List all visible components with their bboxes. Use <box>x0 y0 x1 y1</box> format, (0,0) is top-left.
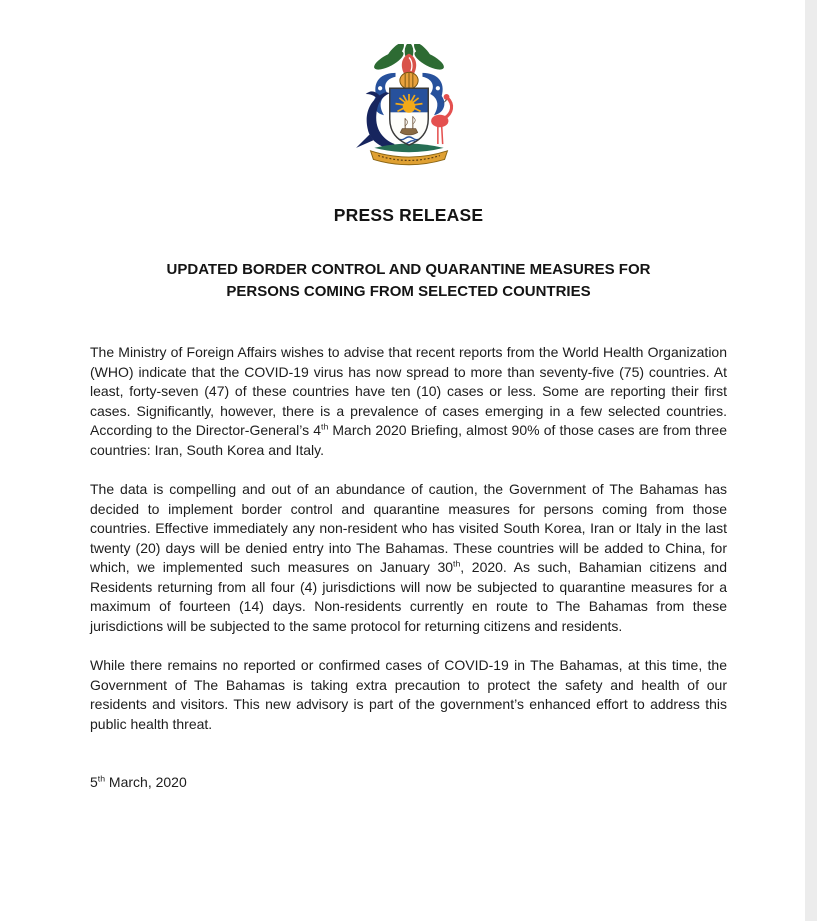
helmet-icon <box>399 72 417 88</box>
body-paragraphs <box>90 343 727 734</box>
subtitle-line-2: PERSONS COMING FROM SELECTED COUNTRIES <box>226 283 591 300</box>
bahamas-coat-of-arms-icon <box>351 44 467 171</box>
page-edge-strip <box>805 0 817 921</box>
conch-shell-icon <box>401 54 415 74</box>
shield <box>389 88 427 145</box>
paragraph-who-report: The Ministry of Foreign Affairs wishes to advise that recent reports from the World Health Organization (WHO) indicate that the COVID-19 virus has now spread to more than seventy-five (75) countries. At least, forty-seven (47) of these countries have ten (10) cases or less. Some are reporting their first cases. Significantly, however, there is a prevalence of cases emerging in a few selected countries. According to the Director-General’s 4th March 2020 Briefing, almost 90% of those cases are from three countries: Iran, South Korea and Italy. <box>90 344 727 458</box>
motto-banner <box>370 151 447 165</box>
crest-container <box>90 44 727 171</box>
page-title: PRESS RELEASE <box>333 205 484 225</box>
paragraph-border-measures: The data is compelling and out of an abundance of caution, the Government of The Bahamas has decided to implement border control and quarantine measures for persons coming from those countries. Effective immediately any non-resident who has visited South Korea, Iran or Italy in the last twenty (20) days will be denied entry into The Bahamas. These countries will be added to China, for which, we implemented such measures on January 30th, 2020. As such, Bahamian citizens and Residents returning from all four (4) jurisdictions will now be subjected to quarantine measures for a maximum of fourteen (14) days. Non-residents currently en route to The Bahamas from these jurisdictions will be subjected to the same protocol for returning citizens and residents. <box>90 481 728 634</box>
paragraph-precaution: While there remains no reported or confirmed cases of COVID-19 in The Bahamas, at this time, the Government of The Bahamas is taking extra precaution to protect the safety and health of our residents and visitors. This new advisory is part of the government’s enhanced effort to address this public health threat. <box>90 657 727 732</box>
release-date: 5th March, 2020 <box>90 773 187 790</box>
document-subtitle <box>90 259 727 303</box>
subtitle-line-1: UPDATED BORDER CONTROL AND QUARANTINE MEASURES FOR <box>166 261 651 278</box>
blue-marlin-icon <box>356 91 394 149</box>
